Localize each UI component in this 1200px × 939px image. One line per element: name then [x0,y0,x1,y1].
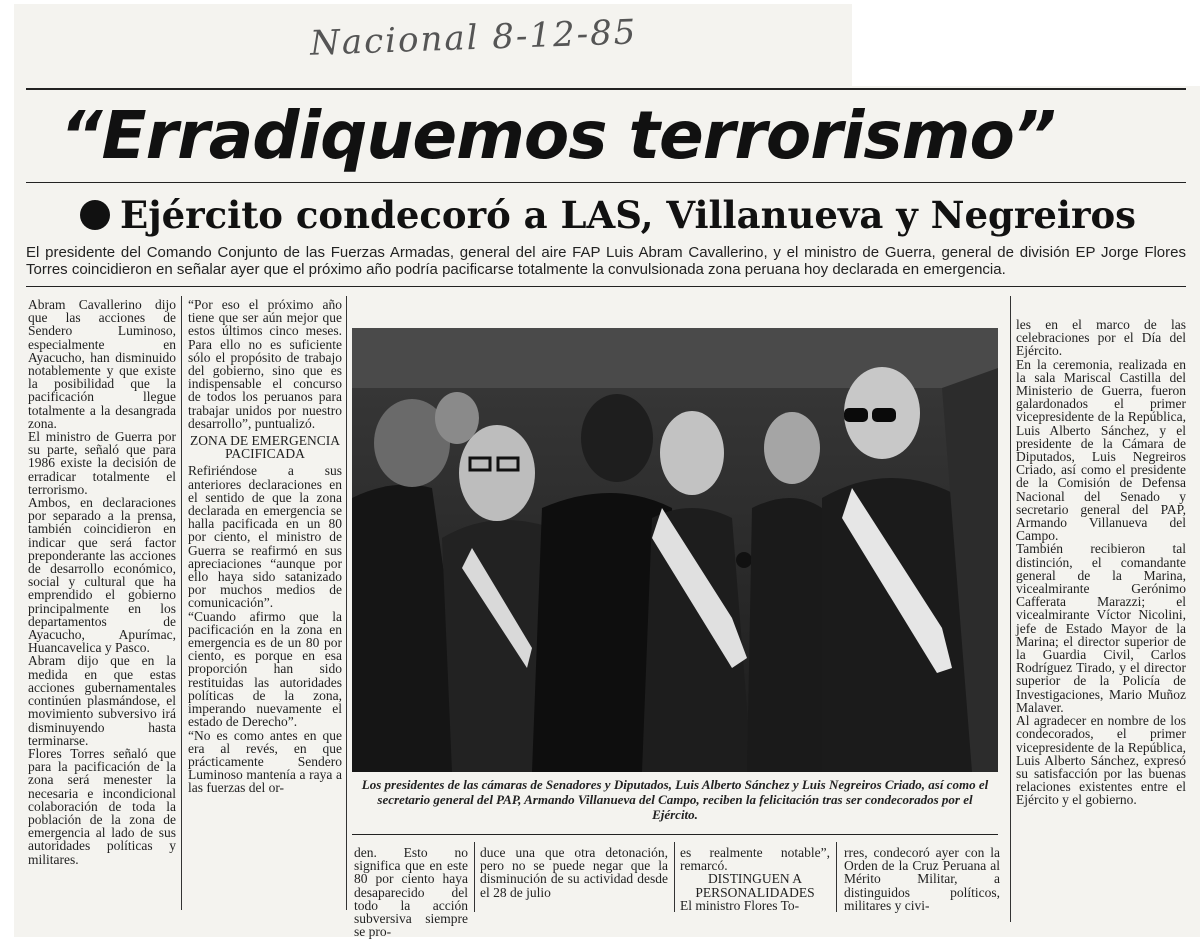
col2-paragraph-1: “Por eso el próximo año tiene que ser aún mejor que estos últimos cinco meses. Para ello no es suficiente sólo el propósito de trabajo del gobierno, sino que es indispensable el concurso de todos los peruanos para trabajar unidos por nuestro desarrollo”, puntualizó. [188,297,342,431]
headline-rule [26,182,1186,183]
col7-paragraph-3: También recibieron tal distinción, el comandante general de la Marina, vicealmirante Gerónimo Cafferata Marazzi; el vicealmirante Víctor Nicolini, jefe de Estado Mayor de la Marina; el director superior de la Guardia Civil, Carlos Rodríguez Tirado, y el director superior de la Policía de Investigaciones, Mario Muñoz Malaver. [1016,541,1186,715]
ceremony-photo-graphic [352,328,998,772]
col5-subhead: DISTINGUEN A PERSONALIDADES [695,871,815,900]
col2-paragraph-3: “Cuando afirmo que la pacificación en la zona en emergencia es de un 80 por ciento, es porque en esa proporción han sido restituidas las autoridades políticas de la zona, imperando nuevamente el estado de Derecho”. [188,608,342,730]
col7-paragraph-2: En la ceremonia, realizada en la sala Mariscal Castilla del Ministerio de Guerra, fueron galardonados el primer vicepresidente de la República, Luis Alberto Sánchez, y el presidente de la Cámara de Diputados, Luis Negreiros Criado, así como el presidente de la Comisión de Defensa Nacional del Senado y secretario general del PAP, Armando Villanueva del Campo. [1016,356,1186,544]
col5-paragraph-1: es realmente notable”, remarcó. [680,845,830,874]
column-divider [836,842,837,912]
blank-corner [852,0,1200,86]
caption-rule [352,834,998,835]
ceremony-photo [352,328,998,772]
column-7 [1016,318,1186,807]
column-1 [28,298,176,866]
col1-paragraph-4: Abram dijo que en la medida en que estas acciones gubernamentales continúen plasmándose, el movimiento subversivo irá disminuyendo hasta terminarse. [28,653,176,748]
column-divider [474,842,475,912]
headline: “Erradiquemos terrorismo” [60,97,1056,174]
column-6: rres, condecoró ayer con la Orden de la Cruz Peruana al Mérito Militar, a distinguidos políticos, militares y civi- [844,845,1000,913]
column-divider [346,296,347,910]
column-4: duce una que otra detonación, pero no se puede negar que la disminución de su actividad desde el 28 de julio [480,845,668,900]
col1-paragraph-2: El ministro de Guerra por su parte, señaló que para 1986 existe la decisión de erradicar totalmente el terrorismo. [28,429,176,497]
col7-paragraph-4: Al agradecer en nombre de los condecorados, el primer vicepresidente de la República, Luis Alberto Sánchez, expresó su satisfacción por las buenas relaciones existentes entre el Ejército y el gobierno. [1016,713,1186,808]
col1-paragraph-5: Flores Torres señaló que para la pacificación de la zona será menester la necesaria e incondicional colaboración de toda la población de la zona de emergencia al lado de sus autoridades políticas y militares. [28,745,176,867]
column-5 [680,846,830,912]
lead-paragraph: El presidente del Comando Conjunto de las Fuerzas Armadas, general del aire FAP Luis Abram Cavallerino, y el ministro de Guerra, general de división EP Jorge Flores Torres coincidieron en señalar ayer que el próximo año podría pacificarse totalmente la convulsionada zona peruana hoy declarada en emergencia. [26,244,1186,278]
col2-paragraph-2: Refiriéndose a sus anteriores declaraciones en el sentido de que la zona declarada en emergencia se halla pacificada en un 80 por ciento, el ministro de Guerra se reafirmó en sus apreciaciones “aunque por ello haya sido satanizado por muchos medios de comunicación”. [188,463,342,611]
column-divider [674,842,675,912]
col1-paragraph-3: Ambos, en declaraciones por separado a la prensa, también coincidieron en indicar que será factor preponderante las acciones de desarrollo económico, social y cultural que ha emprendido el gobierno principalmente en los departamentos de Ayacucho, Apurímac, Huancavelica y Pasco. [28,495,176,656]
column-divider [1010,296,1011,922]
subheadline [80,190,1136,240]
handwritten-note: Nacional 8-12-85 [309,12,639,64]
column-3: den. Esto no significa que en este 80 por ciento haya desaparecido del todo la acción subversiva siempre se pro- [354,845,468,939]
col2-subhead: ZONA DE EMERGENCIA PACIFICADA [190,433,340,462]
column-divider [181,296,182,910]
bullet-dot-icon [80,200,110,230]
subheadline-text: Ejército condecoró a LAS, Villanueva y Negreiros [120,193,1136,237]
lead-rule [26,286,1186,287]
photo-caption: Los presidentes de las cámaras de Senadores y Diputados, Luis Alberto Sánchez y Luis Negreiros Criado, así como el secretario general del PAP, Armando Villanueva del Campo, reciben la felicitación tras ser condecorados por el Ejército. [361,777,989,822]
top-rule [26,88,1186,90]
col2-paragraph-4: “No es como antes en que era al revés, en que prácticamente Sendero Luminoso mantenía a raya a las fuerzas del or- [188,727,342,796]
col5-paragraph-2: El ministro Flores To- [680,897,800,913]
col1-paragraph-1: Abram Cavallerino dijo que las acciones de Sendero Luminoso, especialmente en Ayacucho, han disminuido notablemente y que existe la posibilidad que la pacificación llegue totalmente a la desangrada zona. [28,297,176,431]
col7-paragraph-1: les en el marco de las celebraciones por el Día del Ejército. [1016,317,1186,359]
column-2 [188,298,342,795]
